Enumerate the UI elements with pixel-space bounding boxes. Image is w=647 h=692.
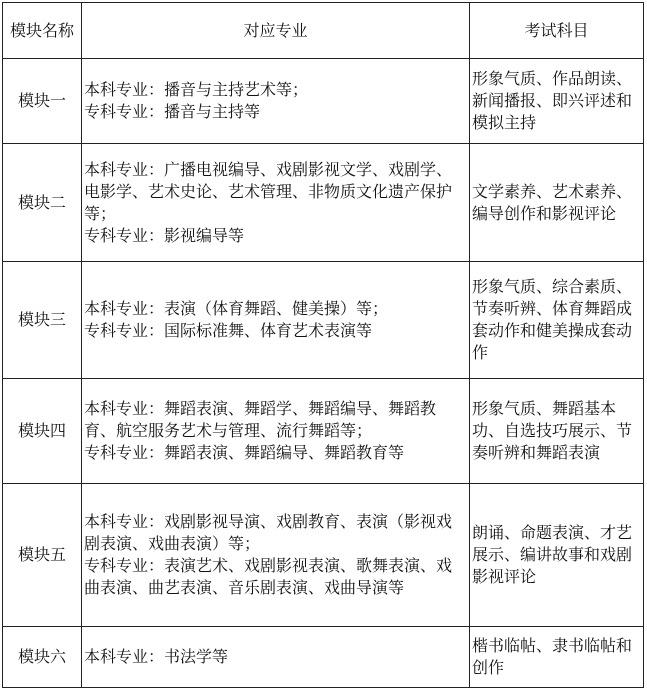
module-name-cell: 模块二	[3, 144, 82, 262]
subjects-cell: 形象气质、作品朗读、新闻播报、即兴评述和模拟主持	[470, 59, 644, 144]
majors-line: 本科专业：舞蹈表演、舞蹈学、舞蹈编导、舞蹈教育、航空服务艺术与管理、流行舞蹈等；	[84, 399, 437, 440]
majors-cell	[82, 262, 470, 379]
majors-line: 本科专业：广播电视编导、戏剧影视文学、戏剧学、电影学、艺术史论、艺术管理、非物质文化遗产保护等；	[84, 159, 453, 223]
majors-line: 本科专业：表演（体育舞蹈、健美操）等；	[84, 299, 389, 318]
majors-cell	[82, 484, 470, 627]
subjects-cell: 形象气质、综合素质、节奏听辨、体育舞蹈成套动作和健美操成套动作	[470, 262, 644, 379]
module-name-cell: 模块六	[3, 627, 82, 688]
header-module-name: 模块名称	[3, 3, 82, 59]
table-row	[3, 59, 644, 144]
exam-module-table	[2, 2, 644, 688]
majors-line: 专科专业：表演艺术、戏剧影视表演、歌舞表演、戏曲表演、曲艺表演、音乐剧表演、戏曲导演等	[84, 556, 453, 597]
majors-cell	[82, 144, 470, 262]
exam-module-table-container	[2, 2, 643, 688]
majors-line: 专科专业：舞蹈表演、舞蹈编导、舞蹈教育等	[84, 443, 405, 462]
majors-line: 专科专业：影视编导等	[84, 225, 245, 245]
subjects-cell: 文学素养、艺术素养、编导创作和影视评论	[470, 144, 644, 262]
majors-cell	[82, 627, 470, 688]
module-name-cell: 模块一	[3, 59, 82, 144]
table-row	[3, 262, 644, 379]
subjects-cell: 楷书临帖、隶书临帖和创作	[470, 627, 644, 688]
table-row	[3, 144, 644, 262]
header-majors: 对应专业	[82, 3, 470, 59]
majors-line: 专科专业：播音与主持等	[84, 102, 261, 121]
majors-cell	[82, 379, 470, 484]
majors-line: 专科专业：国际标准舞、体育艺术表演等	[84, 321, 373, 340]
majors-line: 本科专业：戏剧影视导演、戏剧教育、表演（影视戏剧表演、戏曲表演）等；	[84, 512, 453, 553]
table-row	[3, 379, 644, 484]
subjects-cell: 朗诵、命题表演、才艺展示、编讲故事和戏剧影视评论	[470, 484, 644, 627]
majors-cell	[82, 59, 470, 144]
majors-line: 本科专业：书法学等	[84, 647, 229, 666]
table-row	[3, 627, 644, 688]
header-subjects: 考试科目	[470, 3, 644, 59]
module-name-cell: 模块四	[3, 379, 82, 484]
module-name-cell: 模块三	[3, 262, 82, 379]
header-row	[3, 3, 644, 59]
majors-line: 本科专业：播音与主持艺术等；	[84, 80, 309, 99]
table-row	[3, 484, 644, 627]
module-name-cell: 模块五	[3, 484, 82, 627]
subjects-cell: 形象气质、舞蹈基本功、自选技巧展示、节奏听辨和舞蹈表演	[470, 379, 644, 484]
